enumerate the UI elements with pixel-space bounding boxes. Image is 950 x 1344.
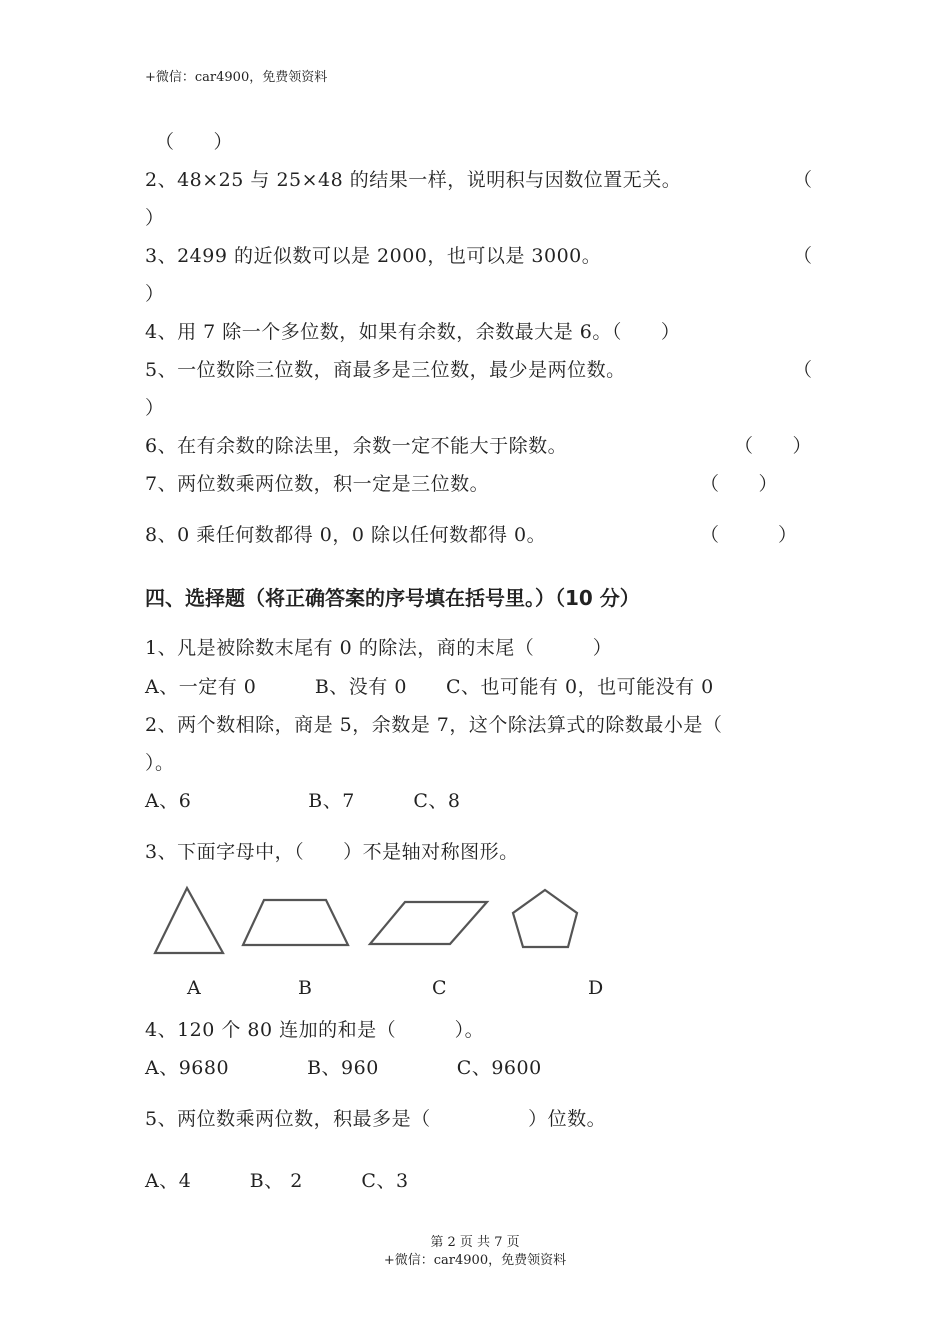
judgment-item-2: 2、48×25 与 25×48 的结果一样，说明积与因数位置无关。 [145,169,682,191]
judgment-paren-close-3: ） [145,283,165,305]
judgment-item-7: 7、两位数乘两位数，积一定是三位数。 [145,473,490,495]
judgment-item-8: 8、0 乘任何数都得 0，0 除以任何数都得 0。 [145,524,547,546]
choice-q3: 3、下面字母中，（ ）不是轴对称图形。 [145,841,519,863]
judgment-paren-7: （ ） [700,473,779,495]
choice-q1: 1、凡是被除数末尾有 0 的除法，商的末尾（ ） [145,637,613,659]
pentagon-shape [508,886,582,952]
shape-label-b: B [298,977,312,999]
header-watermark: +微信：car4900，免费领资料 [145,70,328,85]
choice-q4-options: A、9680 B、960 C、9600 [145,1057,542,1079]
judgment-paren-open-5: （ [793,359,813,381]
choice-q1-options: A、一定有 0 B、没有 0 C、也可能有 0，也可能没有 0 [145,676,714,698]
shape-label-c: C [432,977,447,999]
judgment-paren-open-3: （ [793,245,813,267]
shape-label-d: D [588,977,604,999]
choice-q2-options: A、6 B、7 C、8 [145,790,461,812]
trapezoid-shape [238,894,354,952]
judgment-item-4: 4、用 7 除一个多位数，如果有余数，余数最大是 6。（ ） [145,321,681,343]
section-title-choice: 四、选择题（将正确答案的序号填在括号里。）（10 分） [145,586,640,610]
judgment-paren-close-5: ） [145,397,165,419]
judgment-item-5: 5、一位数除三位数，商最多是三位数，最少是两位数。 [145,359,626,381]
parallelogram-shape [365,896,495,950]
judgment-item-3: 3、2499 的近似数可以是 2000，也可以是 3000。 [145,245,602,267]
judgment-paren-8: （ ） [700,524,798,546]
footer-watermark: +微信：car4900，免费领资料 [383,1253,567,1268]
judgment-item-6: 6、在有余数的除法里，余数一定不能大于除数。 [145,435,568,457]
judgment-paren-6: （ ） [734,435,813,457]
choice-q5: 5、两位数乘两位数，积最多是（ ）位数。 [145,1108,607,1130]
choice-q2-cont: ）。 [145,752,175,774]
shape-label-a: A [187,977,201,999]
choice-q4: 4、120 个 80 连加的和是（ ）。 [145,1019,485,1041]
choice-q5-options: A、4 B、 2 C、3 [145,1170,409,1192]
judgment-paren-close-2: ） [145,207,165,229]
triangle-shape [150,884,230,958]
carry-paren: （ ） [155,131,234,153]
judgment-paren-open-2: （ [793,169,813,191]
choice-q2: 2、两个数相除，商是 5，余数是 7，这个除法算式的除数最小是（ [145,714,723,736]
footer-page-info: 第 2 页 共 7 页 [430,1235,520,1250]
